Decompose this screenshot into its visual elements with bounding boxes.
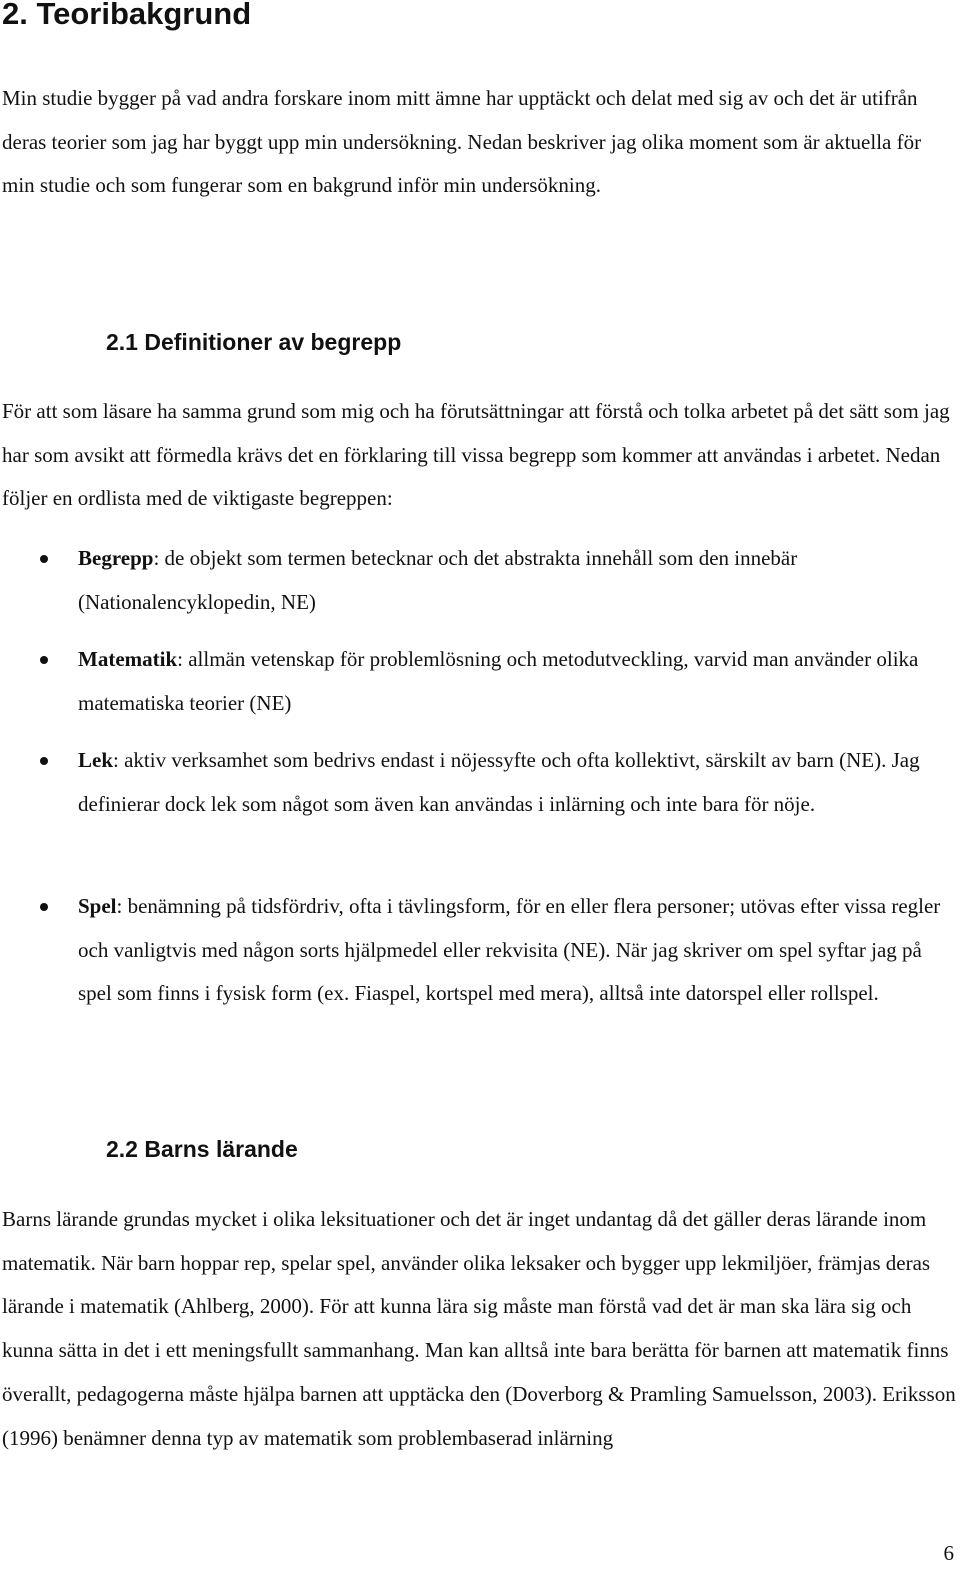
definition-term: Matematik	[78, 647, 178, 671]
definition-term: Begrepp	[78, 546, 154, 570]
page-number: 6	[943, 1541, 954, 1565]
definition-text	[78, 739, 953, 826]
chapter-heading: 2. Teoribakgrund	[2, 0, 252, 31]
definition-text	[78, 638, 953, 725]
definition-term: Spel	[78, 894, 117, 918]
definition-text	[78, 537, 953, 624]
definition-body: : de objekt som termen betecknar och det abstrakta innehåll som den innebär (Nationalencyklopedin, NE)	[78, 546, 798, 614]
definition-body: : allmän vetenskap för problemlösning och metodutveckling, varvid man använder olika matematiska teorier (NE)	[78, 647, 919, 715]
definition-text	[78, 885, 953, 1016]
bullet-icon	[40, 757, 48, 765]
intro-paragraph: Min studie bygger på vad andra forskare inom mitt ämne har upptäckt och delat med sig av och det är utifrån deras teorier som jag har byggt upp min undersökning. Nedan beskriver jag olika moment som är aktuella för min studie och som fungerar som en bakgrund inför min undersökning.	[2, 86, 922, 198]
definition-body: : benämning på tidsfördriv, ofta i tävlingsform, för en eller flera personer; utövas efter vissa regler och vanligtvis med någon sorts hjälpmedel eller rekvisita (NE). När jag skriver om spel syftar jag på spel som finns i fysisk form (ex. Fiaspel, kortspel med mera), alltså inte datorspel eller rollspel.	[78, 894, 941, 1006]
section-2-1-paragraph: För att som läsare ha samma grund som mig och ha förutsättningar att förstå och tolka arbetet på det sätt som jag har som avsikt att förmedla krävs det en förklaring till vissa begrepp som kommer att användas i arbetet. Nedan följer en ordlista med de viktigaste begreppen:	[2, 399, 950, 511]
bullet-icon	[40, 656, 48, 664]
section-2-2-heading: 2.2 Barns lärande	[106, 1136, 298, 1162]
bullet-icon	[40, 903, 48, 911]
section-2-1-heading: 2.1 Definitioner av begrepp	[106, 329, 402, 355]
definition-term: Lek	[78, 748, 114, 772]
bullet-icon	[40, 555, 48, 563]
section-2-2-paragraph: Barns lärande grundas mycket i olika leksituationer och det är inget undantag då det gäller deras lärande inom matematik. När barn hoppar rep, spelar spel, använder olika leksaker och bygger upp lekmiljöer, främjas deras lärande i matematik (Ahlberg, 2000). För att kunna lära sig måste man förstå vad det är man ska lära sig och kunna sätta in det i ett meningsfullt sammanhang. Man kan alltså inte bara berätta för barnen att matematik finns överallt, pedagogerna måste hjälpa barnen att upptäcka den (Doverborg & Pramling Samuelsson, 2003). Eriksson (1996) benämner denna typ av matematik som problembaserad inlärning	[2, 1207, 956, 1450]
definition-body: : aktiv verksamhet som bedrivs endast i nöjessyfte och ofta kollektivt, särskilt av barn (NE). Jag definierar dock lek som något som även kan användas i inlärning och inte bara för nöje.	[78, 748, 920, 816]
